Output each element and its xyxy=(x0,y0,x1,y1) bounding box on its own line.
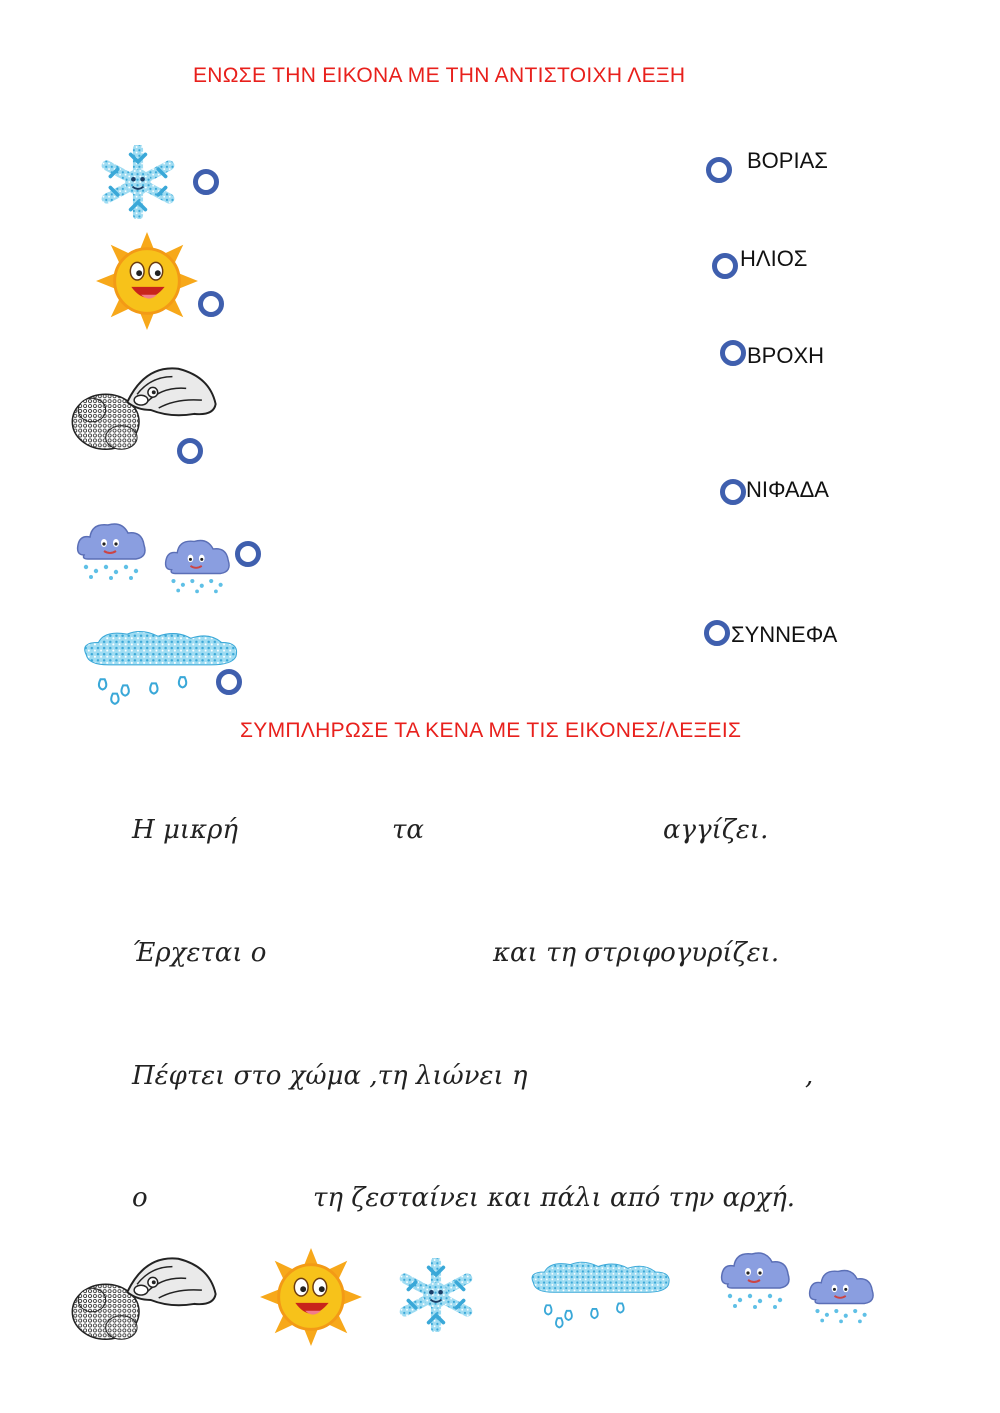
line1-part-c: αγγίζει. xyxy=(663,815,769,845)
sun-icon[interactable] xyxy=(88,232,206,330)
match-dot-right-3[interactable] xyxy=(720,340,746,366)
match-dot-right-1[interactable] xyxy=(706,157,732,183)
line3-part-a: Πέφτει στο χώμα ,τη λιώνει η xyxy=(132,1061,528,1091)
line3-part-b: , xyxy=(805,1061,814,1091)
snowflake-icon[interactable] xyxy=(92,145,184,219)
bank-north-wind-icon[interactable] xyxy=(64,1245,220,1353)
fill-title: ΣΥΜΠΛΗΡΩΣΕ ΤΑ ΚΕΝΑ ΜΕ ΤΙΣ ΕΙΚΟΝΕΣ/ΛΕΞΕΙΣ xyxy=(240,719,742,742)
match-dot-right-4[interactable] xyxy=(720,479,746,505)
match-dot-left-3[interactable] xyxy=(177,438,203,464)
word-synnefa[interactable]: ΣΥΝΝΕΦΑ xyxy=(731,622,838,647)
snow-cloud-small-icon[interactable] xyxy=(160,532,236,598)
line1-part-a: Η μικρή xyxy=(132,815,238,845)
word-vorias[interactable]: ΒΟΡΙΑΣ xyxy=(747,148,828,173)
match-dot-left-2[interactable] xyxy=(198,291,224,317)
line4-part-b: τη ζεσταίνει και πάλι από την αρχή. xyxy=(313,1183,796,1213)
bank-sun-icon[interactable] xyxy=(252,1248,370,1346)
rain-cloud-icon[interactable] xyxy=(78,628,242,710)
word-ilios[interactable]: ΗΛΙΟΣ xyxy=(740,246,808,271)
bank-snowflake-icon[interactable] xyxy=(390,1258,482,1332)
bank-rain-cloud-icon[interactable] xyxy=(526,1258,674,1334)
bank-snow-cloud-icon[interactable] xyxy=(716,1244,796,1314)
match-dot-left-5[interactable] xyxy=(216,669,242,695)
line1-part-b: τα xyxy=(392,815,424,845)
line2-part-b: και τη στριφογυρίζει. xyxy=(493,938,780,968)
match-dot-left-4[interactable] xyxy=(235,541,261,567)
snow-cloud-icon[interactable] xyxy=(72,515,152,585)
match-dot-right-2[interactable] xyxy=(712,253,738,279)
match-dot-left-1[interactable] xyxy=(193,169,219,195)
match-dot-right-5[interactable] xyxy=(704,620,730,646)
bank-snow-cloud-small-icon[interactable] xyxy=(804,1262,880,1328)
line4-part-a: ο xyxy=(132,1183,148,1213)
match-title: ΕΝΩΣΕ ΤΗΝ ΕΙΚΟΝΑ ΜΕ ΤΗΝ ΑΝΤΙΣΤΟΙΧΗ ΛΕΞΗ xyxy=(193,64,686,87)
word-nifada[interactable]: ΝΙΦΑΔΑ xyxy=(746,477,829,502)
word-vrochi[interactable]: ΒΡΟΧΗ xyxy=(747,343,825,368)
line2-part-a: Έρχεται ο xyxy=(132,938,267,968)
